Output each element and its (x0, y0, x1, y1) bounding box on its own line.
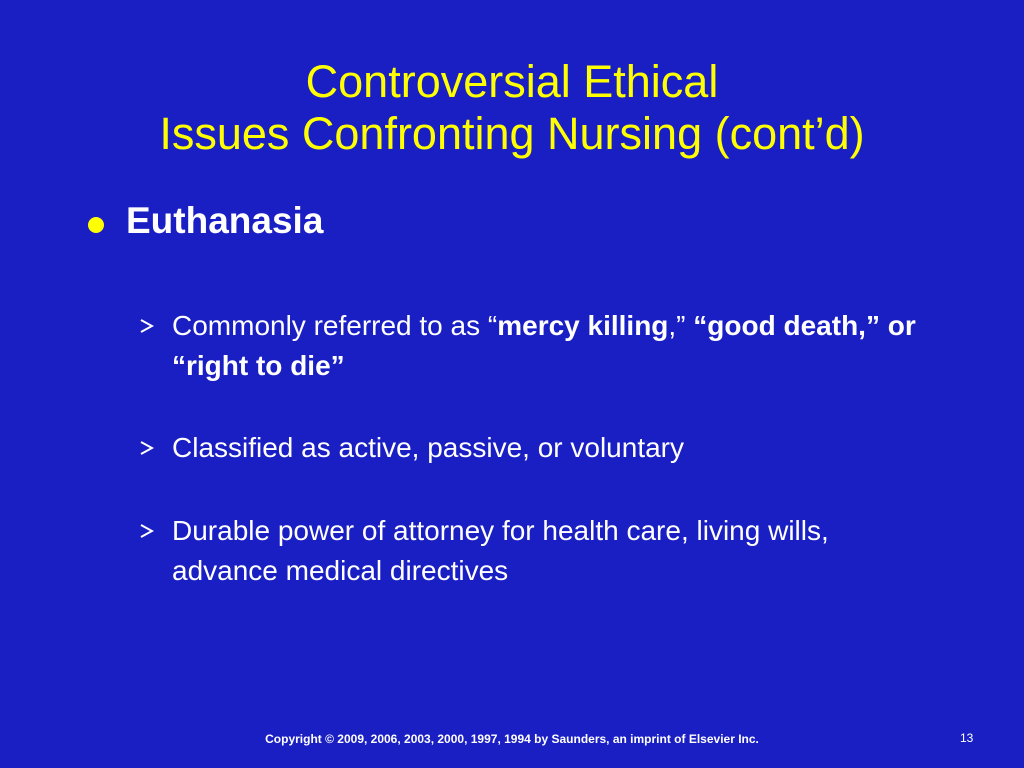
main-bullet (88, 198, 323, 244)
arrowhead-icon (140, 441, 154, 455)
arrowhead-icon (140, 524, 154, 538)
title-line-2: Issues Confronting Nursing (cont’d) (159, 108, 865, 159)
sub-bullet-item (140, 428, 930, 468)
main-bullet-label: Euthanasia (126, 200, 324, 241)
title-line-1: Controversial Ethical (305, 56, 719, 107)
sub-bullet-item (140, 511, 930, 591)
sub-bullet-text-part: ,” (668, 310, 694, 341)
good-death-term: “good death,” or “right to die” (172, 310, 916, 381)
sub-bullet-text (172, 306, 930, 386)
arrowhead-icon (140, 319, 154, 333)
sub-bullet-text: Classified as active, passive, or voluntary (172, 432, 684, 463)
sub-bullet-text: Durable power of attorney for health care, living wills, advance medical directives (172, 515, 829, 586)
sub-bullet-item (140, 306, 930, 386)
mercy-killing-term: mercy killing (497, 310, 669, 341)
slide-title (0, 56, 1024, 160)
page-number: 13 (960, 731, 974, 745)
sub-bullet-text-part: Commonly referred to as “ (172, 310, 498, 341)
bullet-dot-icon (88, 217, 104, 233)
copyright-footer: Copyright © 2009, 2006, 2003, 2000, 1997, 1994 by Saunders, an imprint of Elsevier Inc. (265, 732, 759, 746)
